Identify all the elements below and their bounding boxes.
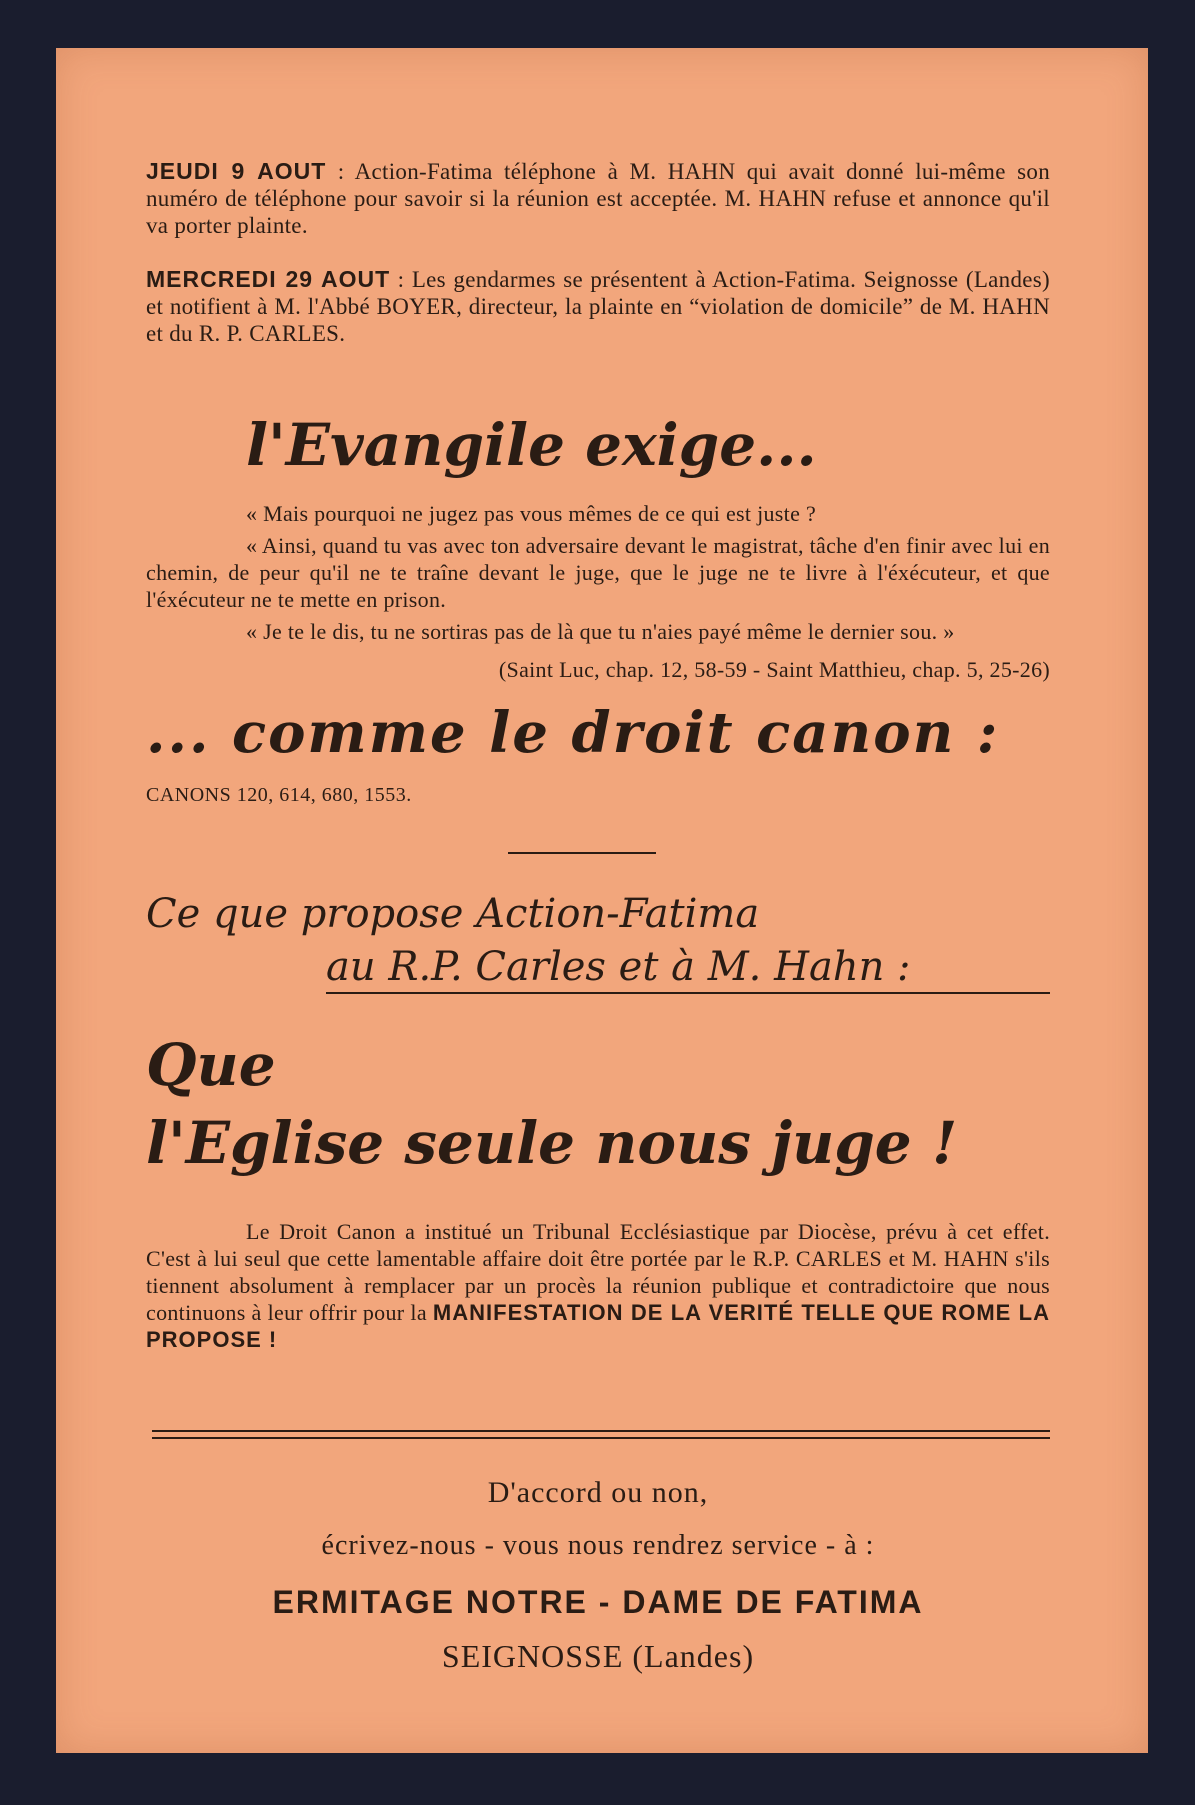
flyer-page — [56, 48, 1148, 1753]
event-2 — [146, 266, 1050, 347]
footer-place: SEIGNOSSE (Landes) — [441, 1638, 755, 1674]
proposal-line-1: Ce que propose Action-Fatima — [146, 891, 760, 937]
canon-heading: ... comme le droit canon : — [146, 700, 1000, 766]
event-date: MERCREDI 29 AOUT — [146, 266, 391, 292]
event-date: JEUDI 9 AOUT — [146, 158, 327, 184]
footer-line-1: D'accord ou non, — [487, 1476, 709, 1509]
proposal-body — [146, 1218, 1050, 1353]
proposal-body-caps: MANIFESTATION DE LA VERITÉ TELLE QUE ROME LA PROPOSE ! — [146, 1300, 1050, 1352]
event-1 — [146, 158, 1050, 239]
event-text: : Les gendarmes se présentent à Action-Fatima. Seignosse (Landes) et notifient à M. l'Abbé BOYER, directeur, la plainte en “violation de domicile” de M. HAHN et du R. P. CARLES. — [146, 267, 1050, 346]
proposal-body-text: Le Droit Canon a institué un Tribunal Ecclésiastique par Diocèse, prévu à cet effet. C'est à lui seul que cette lamentable affaire doit être portée par le R.P. CARLES et M. HAHN s'ils tiennent absolument à remplacer par un procès la réunion publique et contradictoire que nous continuons à leur offrir pour la — [146, 1219, 1050, 1325]
canon-list: CANONS 120, 614, 680, 1553. — [146, 784, 412, 806]
footer-line-2: écrivez-nous - vous nous rendrez service - à : — [321, 1530, 875, 1561]
event-text: : Action-Fatima téléphone à M. HAHN qui avait donné lui-même son numéro de téléphone pour savoir si la réunion est acceptée. M. HAHN refuse et annonce qu'il va porter plainte. — [146, 159, 1050, 238]
proposal-line-2: au R.P. Carles et à M. Hahn : — [326, 942, 1050, 994]
gospel-heading: l'Evangile exige... — [246, 411, 817, 479]
gospel-citation: (Saint Luc, chap. 12, 58-59 - Saint Matthieu, chap. 5, 25-26) — [498, 657, 1050, 682]
quote-1: « Mais pourquoi ne jugez pas vous mêmes de ce qui est juste ? — [246, 501, 817, 526]
divider — [508, 852, 656, 854]
double-divider — [152, 1430, 1050, 1439]
quote-3: « Je te le dis, tu ne sortiras pas de là que tu n'aies payé même le dernier sou. » — [246, 619, 955, 644]
proposal-title-1: Que — [146, 1031, 276, 1099]
proposal-title-2: l'Eglise seule nous juge ! — [146, 1109, 958, 1177]
footer-organization: ERMITAGE NOTRE - DAME DE FATIMA — [272, 1584, 924, 1620]
quote-2: « Ainsi, quand tu vas avec ton adversaire devant le magistrat, tâche d'en finir avec lui en chemin, de peur qu'il ne te traîne devant le juge, que le juge ne te livre à l'éxécuteur, et que l'éxécuteur ne te mette en prison. — [146, 533, 1050, 612]
